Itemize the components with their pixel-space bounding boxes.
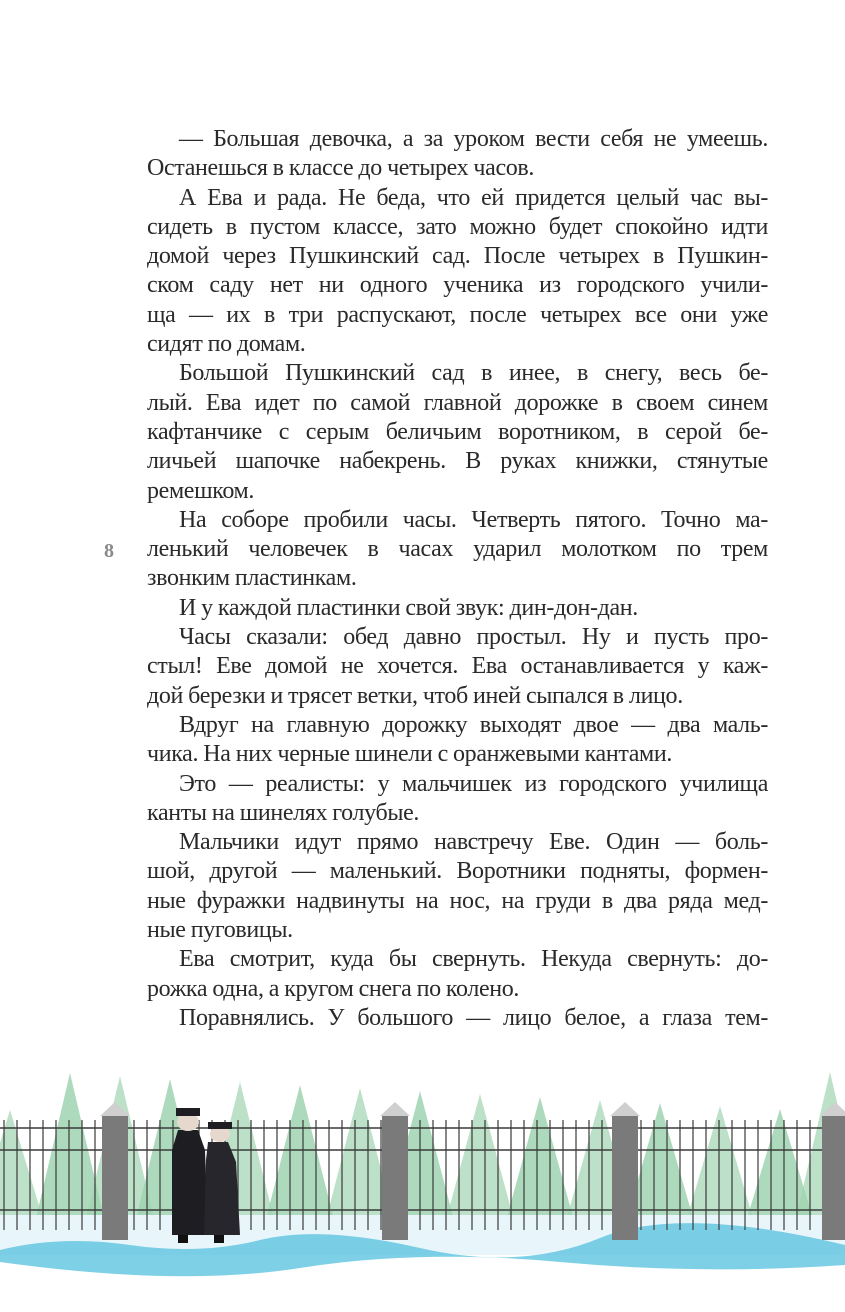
text-line: Часы сказали: обед давно простыл. Ну и пусть про- [179,624,768,651]
text-line: шой, другой — маленький. Воротники подняты, формен- [147,858,768,885]
text-line: — Большая девочка, а за уроком вести себя не умеешь. [179,126,768,152]
text-line: ные фуражки надвинуты на нос, на груди в два ряда мед- [147,887,768,914]
fir-tree [262,1085,338,1235]
small-boy-cap [208,1122,232,1129]
text-line: личьей шапочке набекрень. В руках книжки, стянутые [147,448,768,475]
fence-post-cap [380,1102,410,1116]
text-line: рожка одна, а кругом снега по колено. [147,975,520,1002]
text-line: домой через Пушкинский сад. После четырех в Пушкин- [147,243,768,270]
text-line: ща — их в три распускают, после четырех все они уже [147,301,768,328]
fir-tree [502,1097,578,1235]
text-line: кафтанчике с серым беличьим воротником, в серой бе- [147,418,768,445]
boot [214,1235,224,1243]
text-line: Вдруг на главную дорожку выходят двое — два маль- [179,711,768,738]
text-line: Поравнялись. У большого — лицо белое, а глаза тем- [179,1004,768,1031]
text-line: ремешком. [147,477,254,504]
text-line: ском саду нет ни одного ученика из городского учили- [147,272,768,299]
text-line: лый. Ева идет по самой главной дорожке в своем синем [147,389,768,416]
text-line: звонким пластинкам. [147,565,357,592]
text-line: Ева смотрит, куда бы свернуть. Некуда свернуть: до- [179,946,768,973]
text-line: ленький человечек в часах ударил молотком по трем [147,536,768,563]
text-line: Большой Пушкинский сад в инее, в снегу, весь бе- [179,360,768,387]
text-line: На соборе пробили часы. Четверть пятого. Точно ма- [179,506,768,533]
fence-post [102,1115,128,1240]
fir-tree [442,1094,518,1235]
text-line: Это — реалисты: у мальчишек из городского училища [179,770,768,797]
text-line: чика. На них черные шинели с оранжевыми кантами. [147,741,673,768]
big-boy-coat [172,1130,208,1235]
text-line: канты на шинелях голубые. [147,799,420,826]
text-line: дой березки и трясет ветки, чтоб иней сыпался в лицо. [147,682,683,709]
fence-post [612,1115,638,1240]
text-line: стыл! Еве домой не хочется. Ева останавливается у каж- [147,653,768,680]
boot [178,1235,188,1243]
text-line: сидят по домам. [147,331,306,358]
fence-post [822,1115,845,1240]
body-text [147,125,768,1033]
winter-garden-illustration [0,1050,845,1280]
page-number: 8 [104,540,114,562]
text-line: Останешься в классе до четырех часов. [147,155,535,182]
text-line: ные пуговицы. [147,917,293,944]
text-line: И у каждой пластинки свой звук: дин-дон-дан. [179,594,638,621]
text-line: А Ева и рада. Не беда, что ей придется целый час вы- [179,184,768,211]
text-line: Мальчики идут прямо навстречу Еве. Один — боль- [179,829,768,856]
text-line: сидеть в пустом классе, зато можно будет спокойно идти [147,213,768,240]
fence-post-cap [610,1102,640,1116]
fence-post [382,1115,408,1240]
big-boy-cap [176,1108,200,1116]
